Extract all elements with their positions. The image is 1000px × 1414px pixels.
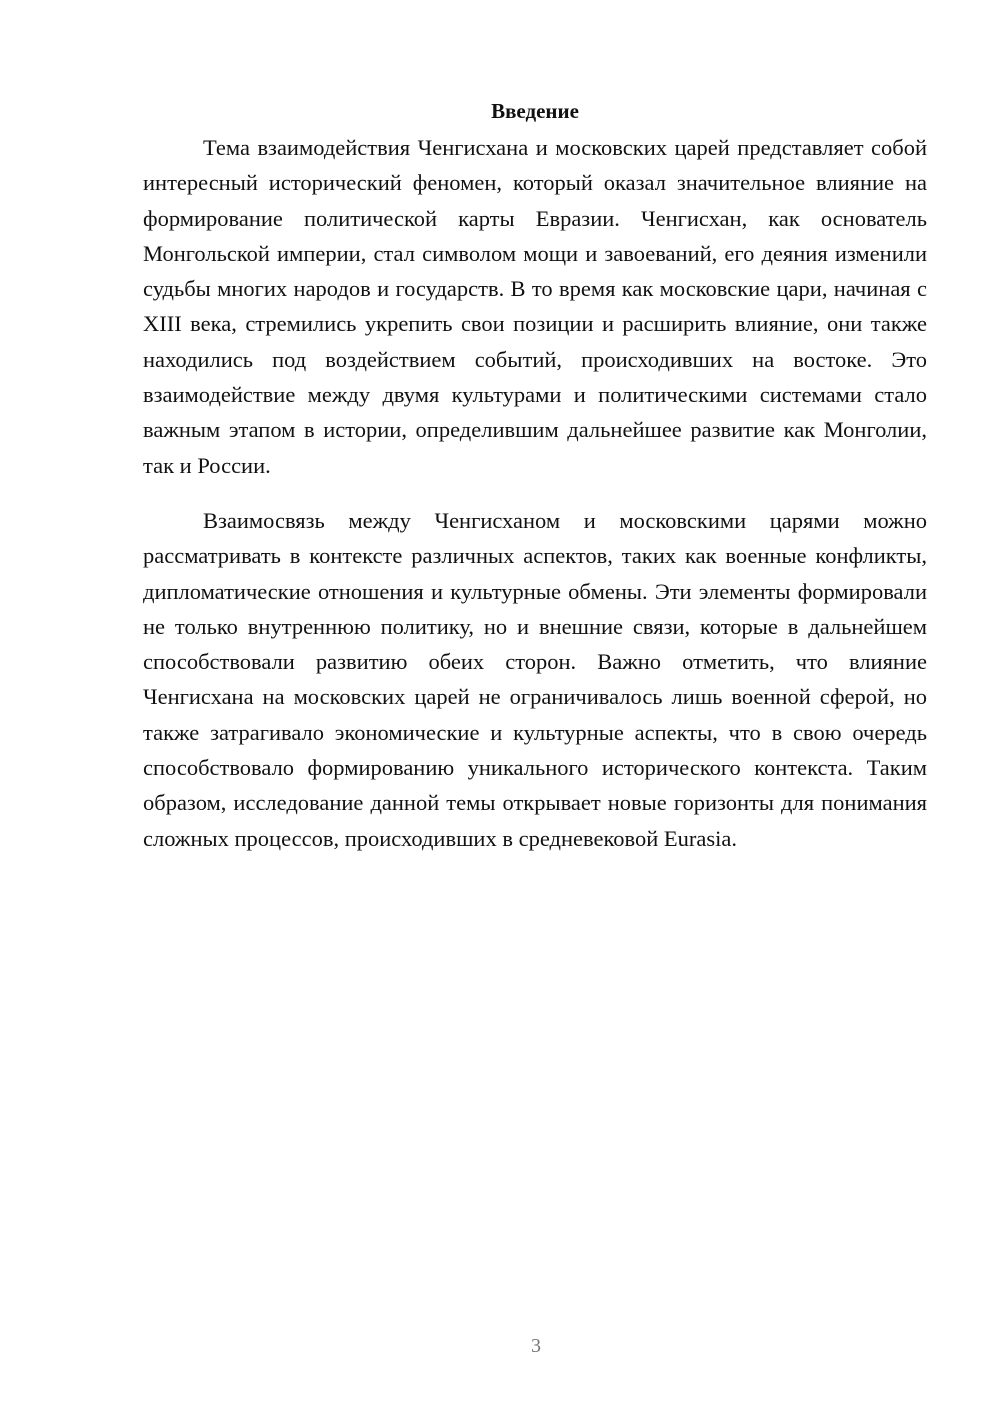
page-content bbox=[143, 96, 927, 856]
paragraph-2: Взаимосвязь между Ченгисханом и московскими царями можно рассматривать в контексте различных аспектов, таких как военные конфликты, дипломатические отношения и культурные обмены. Эти элементы формировали не только внутреннюю политику, но и внешние связи, которые в дальнейшем способствовали развитию обеих сторон. Важно отметить, что влияние Ченгисхана на московских царей не ограничивалось лишь военной сферой, но также затрагивало экономические и культурные аспекты, что в свою очередь способствовало формированию уникального исторического контекста. Таким образом, исследование данной темы открывает новые горизонты для понимания сложных процессов, происходивших в средневековой Eurasia. bbox=[143, 507, 927, 851]
paragraph-1: Тема взаимодействия Ченгисхана и московских царей представляет собой интересный исторический феномен, который оказал значительное влияние на формирование политической карты Евразии. Ченгисхан, как основатель Монгольской империи, стал символом мощи и завоеваний, его деяния изменили судьбы многих народов и государств. В то время как московские цари, начиная с XIII века, стремились укрепить свои позиции и расширить влияние, они также находились под воздействием событий, происходивших на востоке. Это взаимодействие между двумя культурами и политическими системами стало важным этапом в истории, определившим дальнейшее развитие как Монголии, так и России. bbox=[143, 135, 927, 478]
section-heading: Введение bbox=[491, 99, 579, 123]
page-number: 3 bbox=[531, 1335, 541, 1357]
